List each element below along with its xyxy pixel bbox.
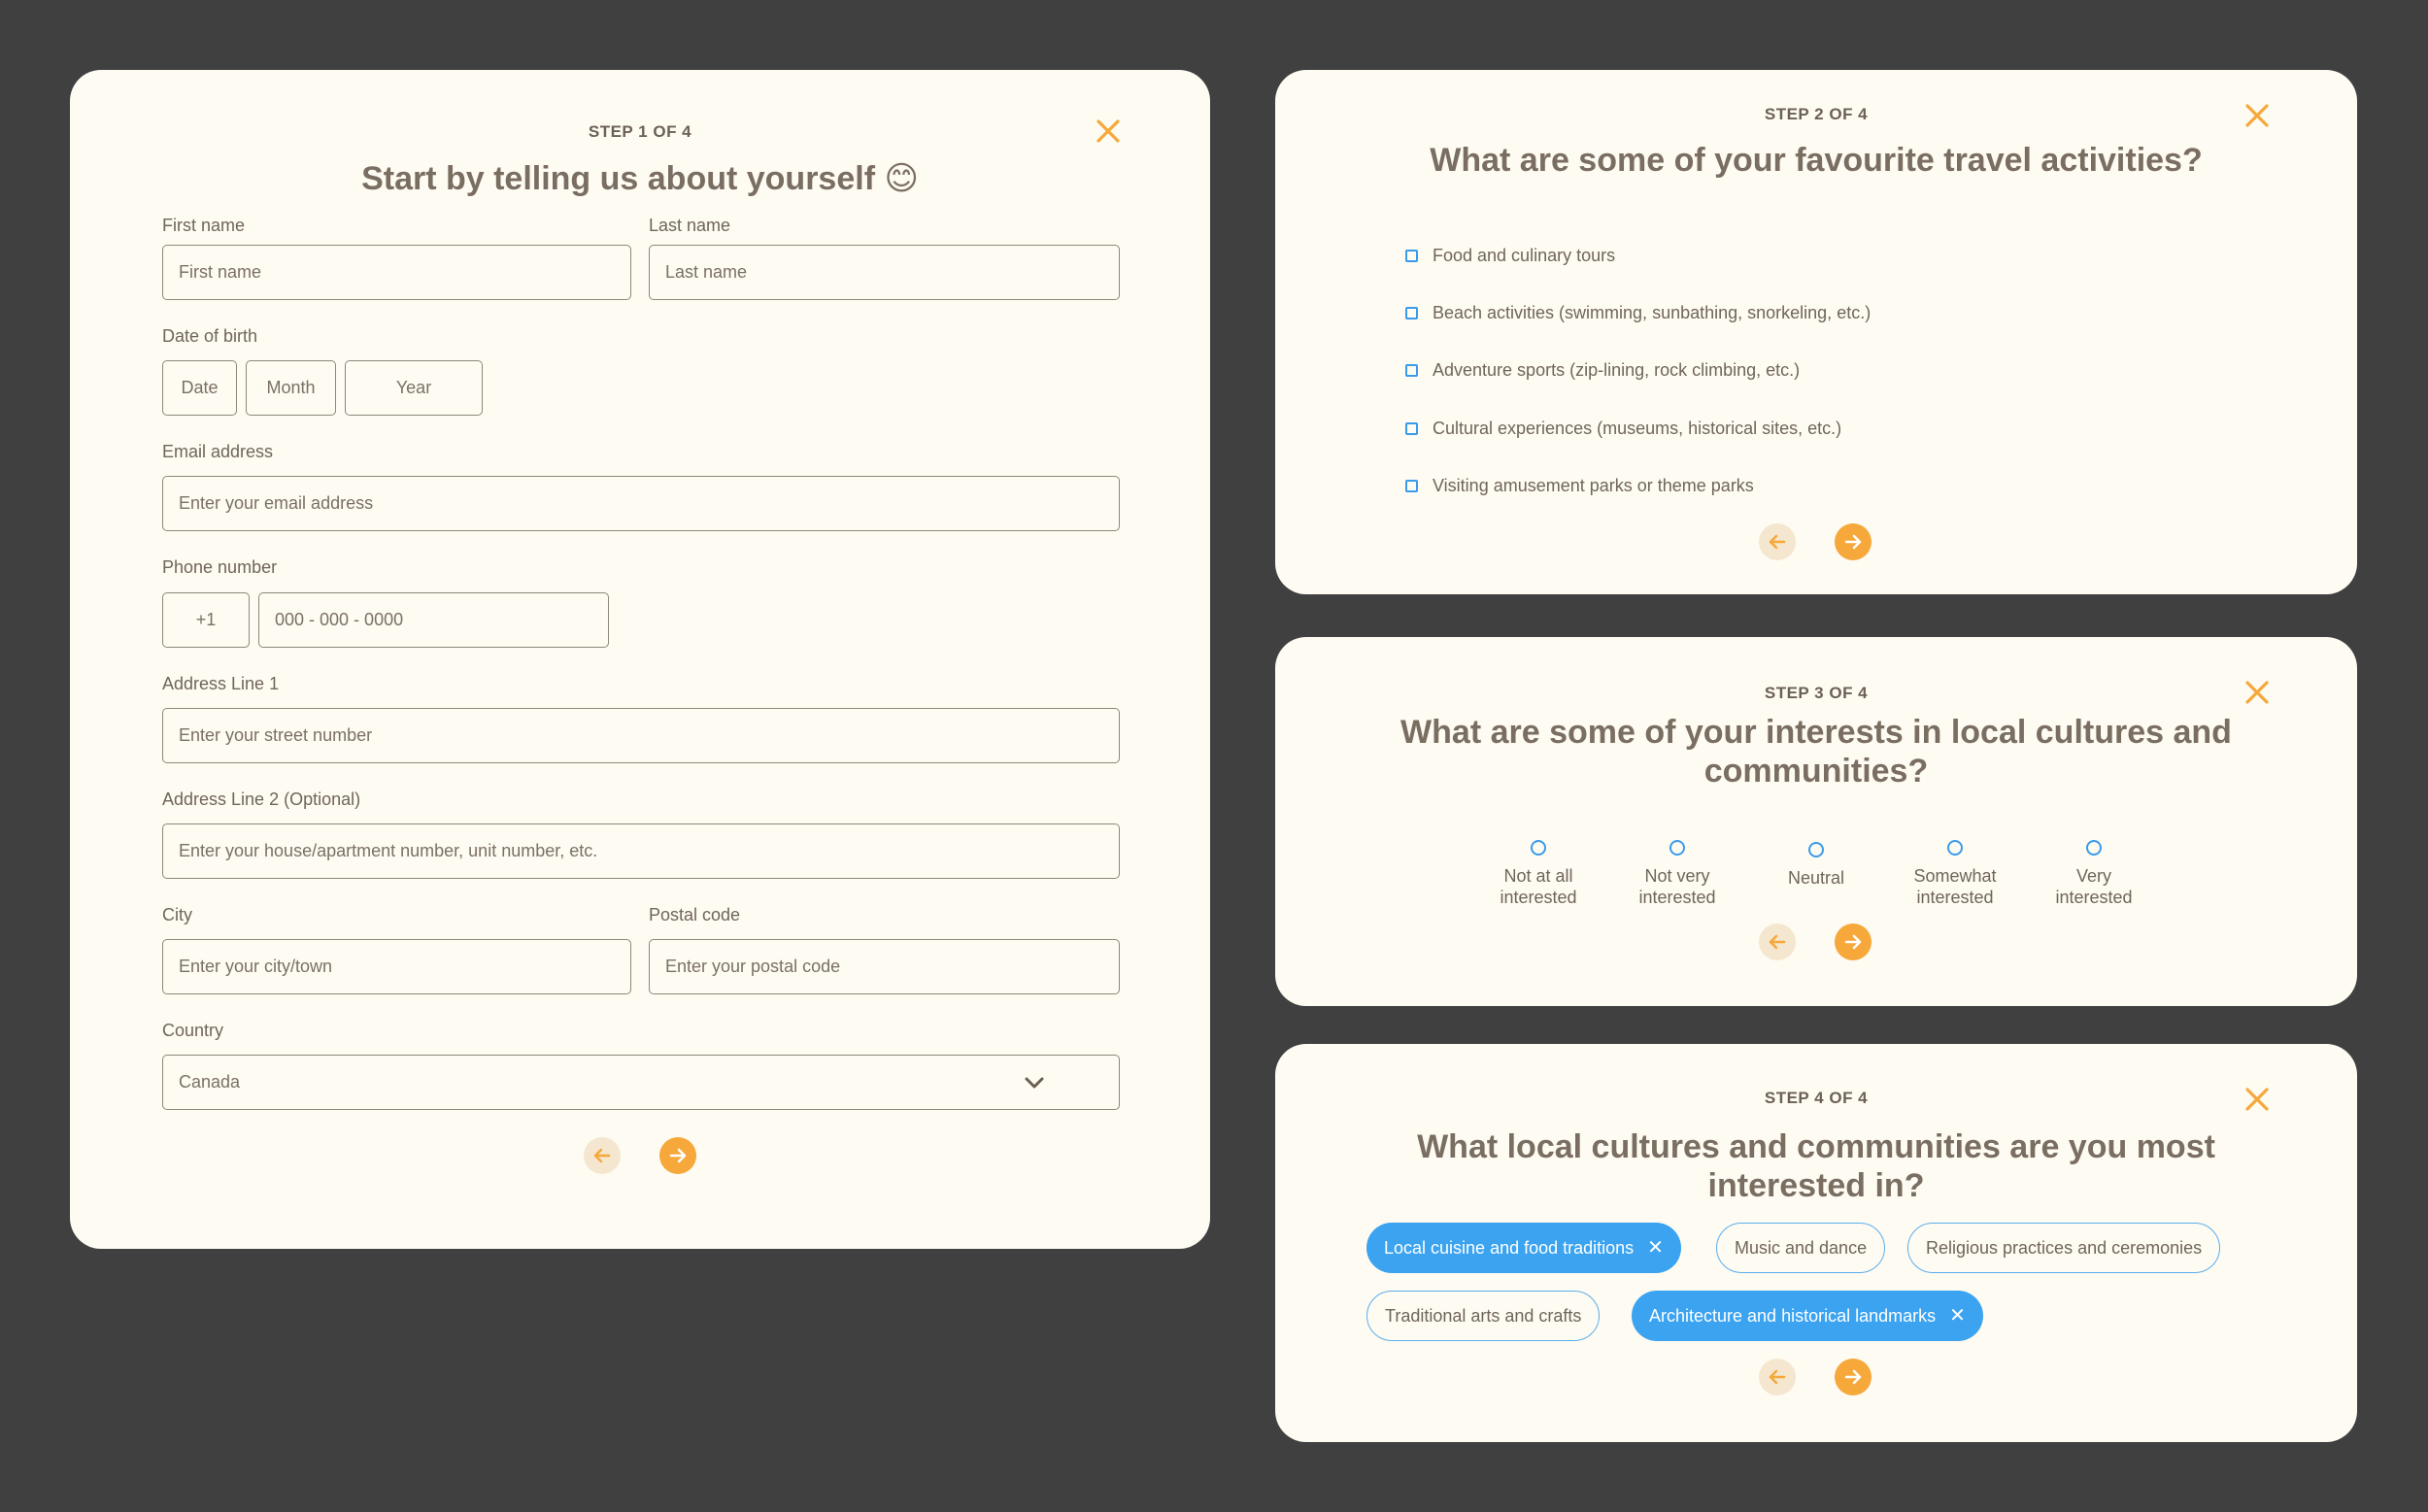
country-select[interactable]	[162, 1055, 1120, 1110]
radio-button[interactable]	[1947, 840, 1963, 856]
last-name-input[interactable]	[649, 245, 1120, 300]
postal-code-input[interactable]	[649, 939, 1120, 994]
close-button[interactable]	[1094, 117, 1123, 146]
last-name-label: Last name	[649, 216, 731, 235]
page-title: What are some of your favourite travel activities?	[1430, 142, 2203, 179]
remove-chip-icon[interactable]: ✕	[1949, 1305, 1966, 1327]
dob-month-input[interactable]	[246, 360, 336, 416]
activities-checklist	[1405, 70, 2279, 594]
remove-chip-icon[interactable]: ✕	[1647, 1237, 1664, 1259]
step3-card	[1275, 637, 2357, 1006]
email-placeholder: Enter your email address	[179, 493, 374, 513]
first-name-input[interactable]	[162, 245, 631, 300]
checkbox-option[interactable]	[1405, 476, 1754, 496]
checkbox-option[interactable]	[1405, 419, 1841, 439]
step-indicator: STEP 3 OF 4	[1764, 684, 1869, 702]
dob-label: Date of birth	[162, 326, 258, 346]
address2-placeholder: Enter your house/apartment number, unit number, etc.	[179, 841, 598, 860]
phone-country-code[interactable]	[162, 592, 250, 648]
arrow-left-icon	[1767, 931, 1788, 953]
radio-label: Somewhat	[1913, 866, 1997, 886]
postal-code-placeholder: Enter your postal code	[665, 957, 841, 976]
interest-chip[interactable]	[1366, 1291, 1600, 1341]
radio-button[interactable]	[1808, 842, 1824, 857]
page-title	[1275, 713, 2357, 790]
chip-label: Traditional arts and crafts	[1385, 1305, 1582, 1326]
arrow-right-icon	[1842, 1366, 1864, 1388]
address1-placeholder: Enter your street number	[179, 725, 373, 745]
arrow-left-icon	[1767, 531, 1788, 553]
next-button[interactable]	[659, 1137, 696, 1174]
interest-chip[interactable]	[1632, 1291, 1983, 1341]
radio-option[interactable]	[1614, 840, 1740, 908]
next-button[interactable]	[1835, 1359, 1872, 1395]
step1-card	[70, 70, 1210, 1249]
arrow-right-icon	[1842, 931, 1864, 953]
phone-input[interactable]	[258, 592, 609, 648]
step-indicator: STEP 2 OF 4	[1764, 105, 1869, 123]
dob-year-input[interactable]	[345, 360, 483, 416]
country-label: Country	[162, 1021, 224, 1040]
dob-month-placeholder: Month	[266, 378, 316, 397]
dob-date-placeholder: Date	[181, 378, 219, 397]
prev-button[interactable]	[1759, 523, 1796, 560]
radio-label: interested	[1916, 888, 1994, 907]
radio-button[interactable]	[2086, 840, 2102, 856]
next-button[interactable]	[1835, 523, 1872, 560]
radio-option[interactable]	[1475, 840, 1602, 908]
close-button[interactable]	[2243, 678, 2272, 707]
checkbox-label: Cultural experiences (museums, historical sites, etc.)	[1433, 419, 1842, 438]
step4-card	[1275, 1044, 2357, 1442]
first-name-placeholder: First name	[179, 262, 262, 282]
checkbox[interactable]	[1405, 422, 1418, 435]
checkbox-label: Beach activities (swimming, sunbathing, snorkeling, etc.)	[1433, 303, 1872, 322]
arrow-right-icon	[667, 1145, 689, 1166]
checkbox[interactable]	[1405, 307, 1418, 319]
city-placeholder: Enter your city/town	[179, 957, 333, 976]
radio-label: Not at all	[1503, 866, 1573, 886]
chip-label: Architecture and historical landmarks	[1649, 1305, 1937, 1326]
interest-chip[interactable]	[1366, 1223, 1681, 1273]
email-label: Email address	[162, 442, 274, 461]
checkbox-option[interactable]	[1405, 303, 1871, 323]
checkbox[interactable]	[1405, 364, 1418, 377]
radio-label: Very	[2075, 866, 2112, 886]
first-name-label: First name	[162, 216, 246, 235]
radio-label: Not very	[1644, 866, 1710, 886]
title-line-2: communities?	[1703, 753, 1929, 790]
step2-card	[1275, 70, 2357, 594]
prev-button[interactable]	[584, 1137, 621, 1174]
arrow-left-icon	[1767, 1366, 1788, 1388]
close-icon	[2243, 678, 2272, 707]
radio-button[interactable]	[1669, 840, 1685, 856]
address2-input[interactable]	[162, 823, 1120, 879]
chip-label: Music and dance	[1735, 1237, 1868, 1258]
checkbox-option[interactable]	[1405, 360, 1800, 381]
interest-chip[interactable]	[1907, 1223, 2220, 1273]
checkbox-option[interactable]	[1405, 246, 1615, 266]
phone-placeholder: 000 - 000 - 0000	[275, 610, 404, 629]
last-name-placeholder: Last name	[665, 262, 748, 282]
email-input[interactable]	[162, 476, 1120, 531]
checkbox[interactable]	[1405, 250, 1418, 262]
checkbox-label: Visiting amusement parks or theme parks	[1433, 476, 1754, 495]
chevron-down-icon	[1024, 1076, 1045, 1090]
radio-option[interactable]	[1753, 842, 1879, 889]
step-indicator: STEP 4 OF 4	[1764, 1089, 1869, 1107]
radio-label: interested	[1638, 888, 1716, 907]
city-input[interactable]	[162, 939, 631, 994]
checkbox-label: Food and culinary tours	[1433, 246, 1616, 265]
page-title	[1275, 1127, 2357, 1205]
step-indicator: STEP 1 OF 4	[588, 122, 692, 141]
radio-label: Neutral	[1787, 868, 1845, 888]
country-value: Canada	[179, 1072, 241, 1092]
dob-date-input[interactable]	[162, 360, 237, 416]
radio-option[interactable]	[2031, 840, 2157, 908]
phone-code-value: +1	[195, 610, 217, 629]
prev-button[interactable]	[1759, 1359, 1796, 1395]
phone-label: Phone number	[162, 557, 278, 577]
arrow-left-icon	[591, 1145, 613, 1166]
city-label: City	[162, 905, 192, 924]
title-line-2: interested in?	[1707, 1167, 1925, 1204]
close-button[interactable]	[2243, 1085, 2272, 1114]
checkbox-label: Adventure sports (zip-lining, rock climbing, etc.)	[1433, 360, 1801, 380]
close-icon	[1094, 117, 1123, 146]
radio-option[interactable]	[1892, 840, 2018, 908]
close-icon	[2243, 1085, 2272, 1114]
address1-label: Address Line 1	[162, 674, 280, 693]
checkbox[interactable]	[1405, 480, 1418, 492]
radio-button[interactable]	[1531, 840, 1546, 856]
interest-chip[interactable]	[1716, 1223, 1885, 1273]
radio-label: interested	[2055, 888, 2133, 907]
chip-label: Religious practices and ceremonies	[1926, 1237, 2203, 1258]
radio-label: interested	[1500, 888, 1577, 907]
next-button[interactable]	[1835, 924, 1872, 960]
prev-button[interactable]	[1759, 924, 1796, 960]
postal-code-label: Postal code	[649, 905, 741, 924]
title-line-1: What local cultures and communities are you most	[1417, 1128, 2215, 1165]
arrow-right-icon	[1842, 531, 1864, 553]
title-line-1: What are some of your interests in local cultures and	[1400, 714, 2232, 751]
address2-label: Address Line 2 (Optional)	[162, 790, 361, 809]
address1-input[interactable]	[162, 708, 1120, 763]
dob-year-placeholder: Year	[395, 378, 432, 397]
page-title: Start by telling us about yourself 😊	[361, 160, 919, 197]
chip-label: Local cuisine and food traditions	[1384, 1237, 1635, 1258]
